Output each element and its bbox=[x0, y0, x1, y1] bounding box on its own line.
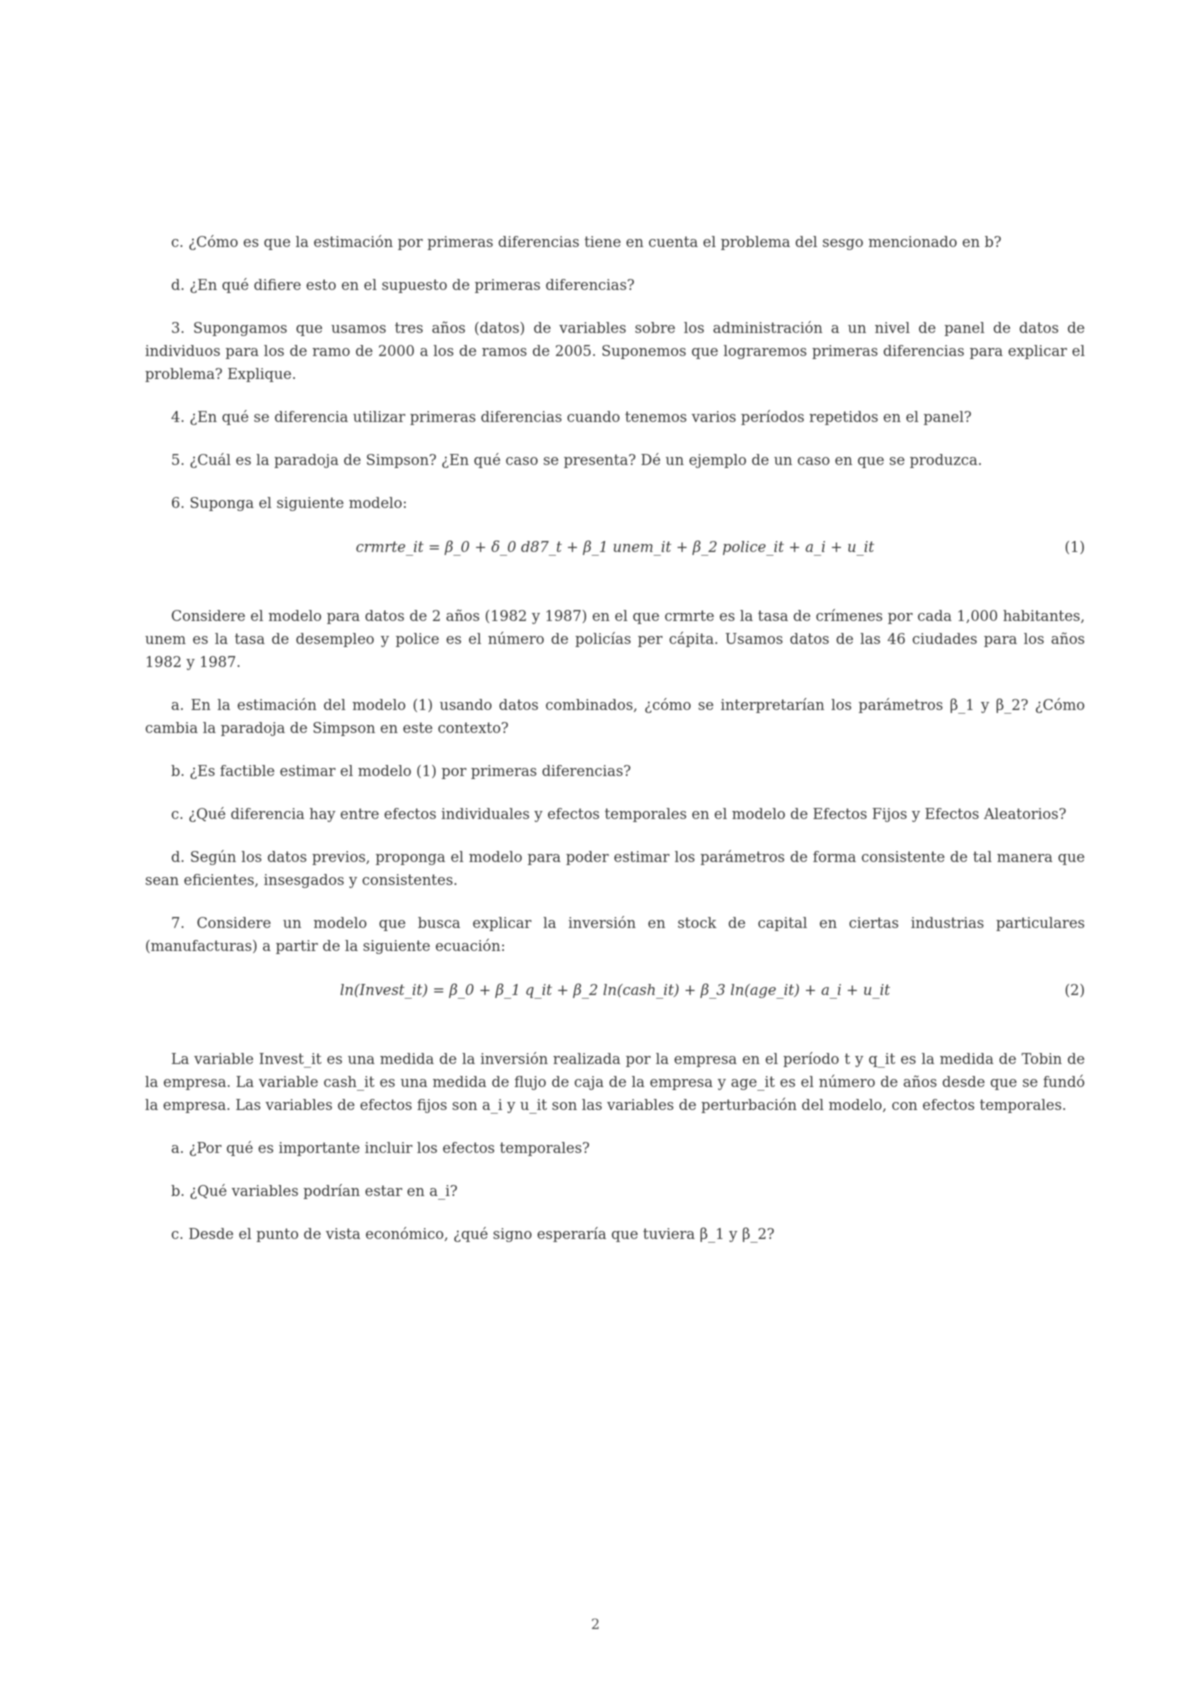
paragraph: d. Según los datos previos, proponga el modelo para poder estimar los parámetros de forma consistente de tal manera que sean eficientes, insesgados y consistentes. bbox=[145, 850, 1085, 889]
equation-2 bbox=[145, 979, 1085, 1011]
equation-1 bbox=[145, 536, 1085, 568]
paragraph: b. ¿Es factible estimar el modelo (1) por primeras diferencias? bbox=[171, 764, 632, 780]
paragraph: 5. ¿Cuál es la paradoja de Simpson? ¿En qué caso se presenta? Dé un ejemplo de un caso en que se produzca. bbox=[171, 453, 983, 469]
equation-number: (1) bbox=[1064, 540, 1085, 556]
equation-number: (2) bbox=[1064, 983, 1085, 999]
paragraph: b. ¿Qué variables podrían estar en a_i? bbox=[171, 1184, 458, 1200]
equation-body: ln(Invest_it) = β_0 + β_1 q_it + β_2 ln(cash_it) + β_3 ln(age_it) + a_i + u_it bbox=[339, 983, 891, 999]
paragraph: c. ¿Qué diferencia hay entre efectos individuales y efectos temporales en el modelo de Efectos Fijos y Efectos Aleatorios? bbox=[171, 807, 1067, 823]
equation-body: crmrte_it = β_0 + δ_0 d87_t + β_1 unem_it + β_2 police_it + a_i + u_it bbox=[355, 540, 875, 556]
paragraph: a. ¿Por qué es importante incluir los efectos temporales? bbox=[171, 1141, 590, 1157]
paragraph: a. En la estimación del modelo (1) usando datos combinados, ¿cómo se interpretarían los parámetros β_1 y β_2? ¿Cómo cambia la paradoja de Simpson en este contexto? bbox=[145, 698, 1085, 737]
paragraph: Considere el modelo para datos de 2 años (1982 y 1987) en el que crmrte es la tasa de crímenes por cada 1,000 habitantes, unem es la tasa de desempleo y police es el número de policías per cápita. Usamos datos de las 46 ciudades para los años 1982 y 1987. bbox=[145, 609, 1085, 671]
paragraph: 7. Considere un modelo que busca explicar la inversión en stock de capital en ciertas industrias particulares (manufacturas) a partir de la siguiente ecuación: bbox=[145, 916, 1085, 955]
paragraph: 4. ¿En qué se diferencia utilizar primeras diferencias cuando tenemos varios períodos repetidos en el panel? bbox=[171, 410, 972, 426]
paragraph: 3. Supongamos que usamos tres años (datos) de variables sobre los administración a un nivel de panel de datos de individuos para los de ramo de 2000 a los de ramos de 2005. Suponemos que lograremos primeras diferencias para explicar el problema? Explique. bbox=[145, 321, 1085, 383]
paragraph: d. ¿En qué difiere esto en el supuesto de primeras diferencias? bbox=[171, 278, 635, 294]
paragraph: 6. Suponga el siguiente modelo: bbox=[171, 496, 408, 512]
paragraph: c. ¿Cómo es que la estimación por primeras diferencias tiene en cuenta el problema del sesgo mencionado en b? bbox=[171, 235, 1002, 251]
paragraph: La variable Invest_it es una medida de la inversión realizada por la empresa en el período t y q_it es la medida de Tobin de la empresa. La variable cash_it es una medida de flujo de caja de la empresa y age_it es el número de años desde que se fundó la empresa. Las variables de efectos fijos son a_i y u_it son las variables de perturbación del modelo, con efectos temporales. bbox=[145, 1052, 1085, 1114]
page-number: 2 bbox=[591, 1617, 600, 1633]
paragraph: c. Desde el punto de vista económico, ¿qué signo esperaría que tuviera β_1 y β_2? bbox=[171, 1227, 775, 1243]
page-content bbox=[145, 232, 1085, 1267]
